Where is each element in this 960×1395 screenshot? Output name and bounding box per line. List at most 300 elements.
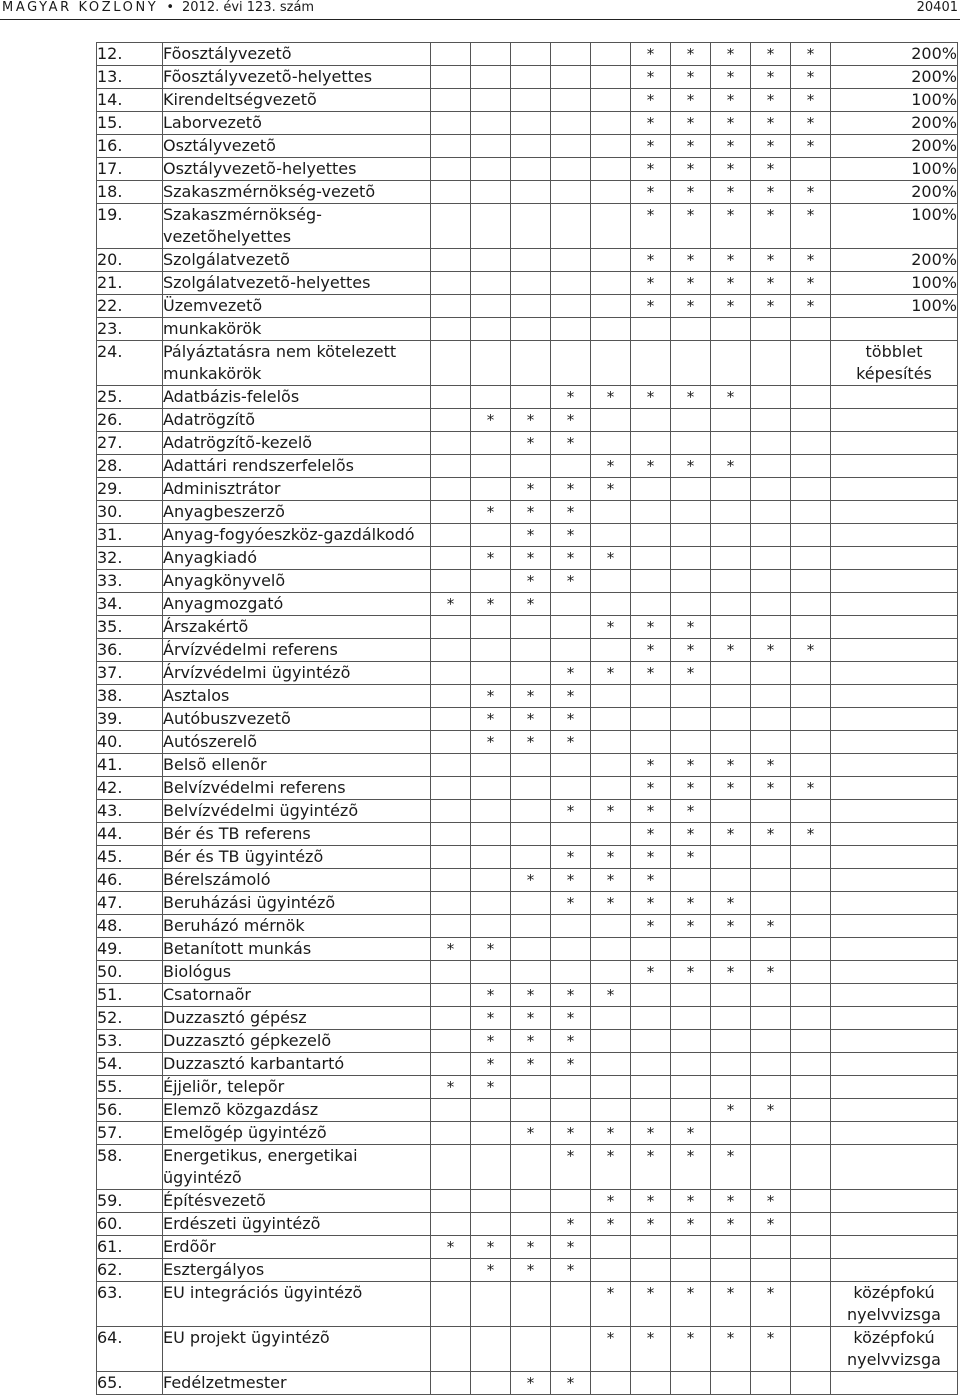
grade-mark: * <box>511 501 551 524</box>
grade-mark: * <box>591 984 631 1007</box>
requirement-cell <box>831 1007 958 1030</box>
grade-mark <box>711 1007 751 1030</box>
job-title: Fõosztályvezetõ <box>163 44 292 63</box>
grade-mark <box>471 1282 511 1327</box>
grade-mark <box>471 616 511 639</box>
grade-mark: * <box>591 386 631 409</box>
grade-mark: * <box>471 501 511 524</box>
grade-mark <box>551 1327 591 1372</box>
grade-mark <box>551 204 591 249</box>
grade-mark <box>751 1259 791 1282</box>
table-row <box>97 1076 958 1099</box>
grade-mark: * <box>671 662 711 685</box>
row-number: 27. <box>97 432 163 455</box>
job-title: Adatbázis-felelõs <box>163 387 300 406</box>
grade-mark <box>431 1122 471 1145</box>
grade-mark: * <box>751 1213 791 1236</box>
header-left <box>2 0 314 16</box>
grade-mark: * <box>591 547 631 570</box>
table-row <box>97 1372 958 1395</box>
grade-mark: * <box>511 570 551 593</box>
grade-mark: * <box>511 409 551 432</box>
grade-mark: * <box>671 135 711 158</box>
grade-mark <box>551 181 591 204</box>
grade-mark <box>791 501 831 524</box>
grade-mark: * <box>711 249 751 272</box>
grade-mark <box>751 547 791 570</box>
table-row <box>97 318 958 341</box>
grade-mark <box>431 66 471 89</box>
grade-mark <box>431 1259 471 1282</box>
grade-mark: * <box>671 89 711 112</box>
grade-mark: * <box>671 1122 711 1145</box>
grade-mark <box>631 1259 671 1282</box>
row-number: 18. <box>97 181 163 204</box>
grade-mark <box>591 593 631 616</box>
requirement-note: 200% <box>911 67 957 86</box>
grade-mark <box>471 478 511 501</box>
grade-mark <box>711 524 751 547</box>
table-row <box>97 961 958 984</box>
grade-mark <box>471 66 511 89</box>
job-title: Adatrögzítõ-kezelõ <box>163 433 313 452</box>
grade-mark <box>791 455 831 478</box>
grade-mark: * <box>671 892 711 915</box>
job-title: Bér és TB referens <box>163 824 311 843</box>
grade-mark: * <box>751 823 791 846</box>
grade-mark: * <box>551 547 591 570</box>
grade-mark: * <box>671 204 711 249</box>
grade-mark <box>511 616 551 639</box>
grade-mark <box>431 1145 471 1190</box>
grade-mark <box>711 570 751 593</box>
table-row <box>97 800 958 823</box>
grade-mark: * <box>671 777 711 800</box>
grade-mark: * <box>631 135 671 158</box>
requirement-note: 200% <box>911 113 957 132</box>
grade-mark <box>591 501 631 524</box>
row-number: 50. <box>97 961 163 984</box>
grade-mark: * <box>671 1190 711 1213</box>
grade-mark <box>431 800 471 823</box>
grade-mark: * <box>751 158 791 181</box>
grade-mark: * <box>791 639 831 662</box>
grade-mark <box>751 524 791 547</box>
grade-mark: * <box>591 846 631 869</box>
requirement-cell <box>831 1282 958 1327</box>
job-title-cell <box>163 961 431 984</box>
grade-mark <box>431 272 471 295</box>
grade-mark: * <box>591 1145 631 1190</box>
grade-mark <box>591 731 631 754</box>
grade-mark: * <box>711 823 751 846</box>
grade-mark: * <box>551 984 591 1007</box>
grade-mark <box>431 685 471 708</box>
grade-mark <box>671 984 711 1007</box>
grade-mark: * <box>791 43 831 66</box>
requirement-note: 200% <box>911 182 957 201</box>
grade-mark <box>431 181 471 204</box>
table-row <box>97 547 958 570</box>
grade-mark <box>551 43 591 66</box>
table-row <box>97 616 958 639</box>
grade-mark: * <box>711 961 751 984</box>
grade-mark: * <box>711 1282 751 1327</box>
grade-mark: * <box>631 800 671 823</box>
job-title: Építésvezetõ <box>163 1191 266 1210</box>
job-title-cell <box>163 570 431 593</box>
grade-mark: * <box>711 181 751 204</box>
row-number: 58. <box>97 1145 163 1190</box>
header-bullet: • <box>166 0 174 15</box>
grade-mark: * <box>751 272 791 295</box>
grade-mark <box>431 915 471 938</box>
grade-mark <box>511 181 551 204</box>
grade-mark <box>431 869 471 892</box>
requirement-cell <box>831 984 958 1007</box>
table-row <box>97 731 958 754</box>
job-title-cell <box>163 1053 431 1076</box>
grade-mark <box>511 135 551 158</box>
requirement-cell <box>831 892 958 915</box>
job-title: Árszakértõ <box>163 617 249 636</box>
grade-mark <box>631 570 671 593</box>
grade-mark <box>671 708 711 731</box>
grade-mark: * <box>471 938 511 961</box>
grade-mark <box>751 593 791 616</box>
grade-mark: * <box>751 181 791 204</box>
requirement-cell <box>831 570 958 593</box>
grade-mark <box>711 662 751 685</box>
job-title-cell <box>163 754 431 777</box>
grade-mark <box>591 570 631 593</box>
grade-mark: * <box>551 846 591 869</box>
row-number: 16. <box>97 135 163 158</box>
grade-mark: * <box>631 455 671 478</box>
row-number: 23. <box>97 318 163 341</box>
grade-mark: * <box>711 158 751 181</box>
table-row <box>97 181 958 204</box>
grade-mark <box>751 432 791 455</box>
grade-mark <box>791 409 831 432</box>
grade-mark <box>511 112 551 135</box>
grade-mark <box>711 318 751 341</box>
grade-mark <box>631 478 671 501</box>
grade-mark <box>431 43 471 66</box>
grade-mark <box>711 409 751 432</box>
grade-mark <box>471 1122 511 1145</box>
grade-mark <box>671 501 711 524</box>
grade-mark <box>511 43 551 66</box>
table-row <box>97 662 958 685</box>
grade-mark: * <box>591 662 631 685</box>
grade-mark <box>551 66 591 89</box>
job-title-continued: ügyintézõ <box>163 1168 242 1187</box>
grade-mark <box>591 524 631 547</box>
grade-mark: * <box>631 846 671 869</box>
grade-mark: * <box>631 386 671 409</box>
grade-mark: * <box>511 1372 551 1395</box>
job-title-cell <box>163 1372 431 1395</box>
grade-mark: * <box>631 823 671 846</box>
grade-mark <box>751 570 791 593</box>
grade-mark <box>791 685 831 708</box>
grade-mark: * <box>551 800 591 823</box>
requirement-cell <box>831 1236 958 1259</box>
grade-mark <box>631 1076 671 1099</box>
grade-mark <box>511 386 551 409</box>
grade-mark <box>471 181 511 204</box>
job-title-cell <box>163 181 431 204</box>
grade-mark <box>751 1007 791 1030</box>
grade-mark: * <box>551 1213 591 1236</box>
grade-mark: * <box>711 777 751 800</box>
grade-mark <box>791 478 831 501</box>
row-number: 25. <box>97 386 163 409</box>
row-number: 42. <box>97 777 163 800</box>
grade-mark <box>471 869 511 892</box>
grade-mark <box>671 685 711 708</box>
grade-mark: * <box>591 478 631 501</box>
grade-mark: * <box>791 181 831 204</box>
job-title-continued: vezetõhelyettes <box>163 227 292 246</box>
grade-mark <box>751 938 791 961</box>
grade-mark <box>471 823 511 846</box>
grade-mark: * <box>471 1030 511 1053</box>
table-row <box>97 1236 958 1259</box>
grade-mark <box>591 1372 631 1395</box>
grade-mark <box>511 455 551 478</box>
job-title: EU integrációs ügyintézõ <box>163 1283 363 1302</box>
grade-mark <box>671 432 711 455</box>
grade-mark: * <box>631 961 671 984</box>
job-title: Adatrögzítõ <box>163 410 255 429</box>
grade-mark <box>631 341 671 386</box>
row-number: 64. <box>97 1327 163 1372</box>
grade-mark <box>431 432 471 455</box>
grade-mark: * <box>631 1145 671 1190</box>
job-title: Csatornaõr <box>163 985 251 1004</box>
grade-mark <box>791 915 831 938</box>
requirement-cell <box>831 685 958 708</box>
job-title: Osztályvezetõ-helyettes <box>163 159 357 178</box>
requirement-cell <box>831 432 958 455</box>
grade-mark: * <box>751 204 791 249</box>
grade-mark: * <box>631 43 671 66</box>
grade-mark: * <box>631 158 671 181</box>
grade-mark: * <box>511 708 551 731</box>
grade-mark <box>431 1327 471 1372</box>
grade-mark <box>511 66 551 89</box>
grade-mark <box>511 295 551 318</box>
grade-mark <box>791 1099 831 1122</box>
job-title: Anyagkiadó <box>163 548 257 567</box>
row-number: 55. <box>97 1076 163 1099</box>
grade-mark <box>511 823 551 846</box>
grade-mark: * <box>551 1030 591 1053</box>
grade-mark: * <box>511 1122 551 1145</box>
grade-mark: * <box>631 662 671 685</box>
grade-mark <box>631 731 671 754</box>
grade-mark <box>751 616 791 639</box>
requirement-cell <box>831 181 958 204</box>
grade-mark <box>791 432 831 455</box>
grade-mark <box>751 846 791 869</box>
table-row <box>97 1213 958 1236</box>
grade-mark <box>511 1190 551 1213</box>
row-number: 51. <box>97 984 163 1007</box>
grade-mark <box>711 731 751 754</box>
grade-mark <box>711 1236 751 1259</box>
grade-mark: * <box>751 1190 791 1213</box>
requirement-cell <box>831 478 958 501</box>
grade-mark: * <box>591 1190 631 1213</box>
grade-mark <box>511 846 551 869</box>
grade-mark <box>551 639 591 662</box>
grade-mark <box>711 1030 751 1053</box>
grade-mark <box>751 662 791 685</box>
grade-mark: * <box>631 249 671 272</box>
grade-mark <box>471 135 511 158</box>
grade-mark <box>791 1259 831 1282</box>
job-title-cell <box>163 1099 431 1122</box>
requirement-cell <box>831 961 958 984</box>
requirement-cell <box>831 1076 958 1099</box>
grade-mark <box>511 318 551 341</box>
table-row <box>97 341 958 386</box>
job-title: Elemzõ közgazdász <box>163 1100 319 1119</box>
job-title-cell <box>163 1007 431 1030</box>
grade-mark: * <box>631 754 671 777</box>
grade-mark <box>591 938 631 961</box>
grade-mark: * <box>511 593 551 616</box>
grade-mark <box>791 984 831 1007</box>
job-title: Erdészeti ügyintézõ <box>163 1214 321 1233</box>
job-title-cell <box>163 708 431 731</box>
grade-mark <box>791 1030 831 1053</box>
grade-mark <box>511 754 551 777</box>
job-title-cell <box>163 892 431 915</box>
grade-mark <box>631 1372 671 1395</box>
row-number: 29. <box>97 478 163 501</box>
grade-mark <box>671 547 711 570</box>
job-title: Bér és TB ügyintézõ <box>163 847 324 866</box>
grade-mark: * <box>631 66 671 89</box>
grade-mark <box>791 318 831 341</box>
grade-mark <box>591 158 631 181</box>
requirement-cell <box>831 593 958 616</box>
grade-mark <box>591 823 631 846</box>
grade-mark <box>631 984 671 1007</box>
job-title: Autóbuszvezetõ <box>163 709 291 728</box>
grade-mark <box>791 938 831 961</box>
grade-mark: * <box>551 1053 591 1076</box>
grade-mark <box>791 547 831 570</box>
grade-mark: * <box>671 455 711 478</box>
grade-mark: * <box>671 66 711 89</box>
grade-mark <box>711 501 751 524</box>
grade-mark <box>631 685 671 708</box>
grade-mark <box>751 800 791 823</box>
grade-mark: * <box>711 455 751 478</box>
grade-mark: * <box>671 754 711 777</box>
grade-mark <box>551 249 591 272</box>
grade-mark <box>591 1259 631 1282</box>
grade-mark <box>631 938 671 961</box>
requirement-cell <box>831 43 958 66</box>
grade-mark: * <box>791 66 831 89</box>
requirement-note: középfokú <box>853 1328 935 1347</box>
requirement-cell <box>831 1190 958 1213</box>
grade-mark: * <box>631 1327 671 1372</box>
row-number: 46. <box>97 869 163 892</box>
grade-mark <box>511 1327 551 1372</box>
grade-mark <box>551 593 591 616</box>
grade-mark <box>431 961 471 984</box>
table-row <box>97 685 958 708</box>
job-title-cell <box>163 1236 431 1259</box>
grade-mark: * <box>711 754 751 777</box>
grade-mark: * <box>591 1282 631 1327</box>
grade-mark <box>791 869 831 892</box>
grade-mark <box>671 731 711 754</box>
grade-mark <box>671 1053 711 1076</box>
requirement-cell <box>831 1053 958 1076</box>
table-row <box>97 938 958 961</box>
grade-mark <box>751 341 791 386</box>
grade-mark <box>471 158 511 181</box>
grade-mark <box>711 1076 751 1099</box>
requirement-cell <box>831 318 958 341</box>
requirement-cell <box>831 1327 958 1372</box>
requirement-cell <box>831 112 958 135</box>
grade-mark: * <box>671 846 711 869</box>
job-title-cell <box>163 869 431 892</box>
grade-mark: * <box>711 272 751 295</box>
requirement-note: 100% <box>911 273 957 292</box>
grade-mark <box>591 204 631 249</box>
job-title-cell <box>163 478 431 501</box>
grade-mark: * <box>511 1236 551 1259</box>
grade-mark: * <box>671 1327 711 1372</box>
grade-mark: * <box>511 478 551 501</box>
grade-mark <box>471 43 511 66</box>
grade-mark <box>591 1076 631 1099</box>
grade-mark: * <box>671 961 711 984</box>
grade-mark <box>471 341 511 386</box>
table-row <box>97 1145 958 1190</box>
requirement-cell <box>831 1145 958 1190</box>
row-number: 49. <box>97 938 163 961</box>
grade-mark <box>511 938 551 961</box>
requirement-note: 100% <box>911 296 957 315</box>
requirement-cell <box>831 616 958 639</box>
job-title-cell <box>163 432 431 455</box>
grade-mark <box>431 455 471 478</box>
requirement-cell <box>831 295 958 318</box>
job-title-cell <box>163 915 431 938</box>
grade-mark <box>551 112 591 135</box>
grade-mark <box>431 662 471 685</box>
job-title: Osztályvezetõ <box>163 136 276 155</box>
requirement-cell <box>831 1122 958 1145</box>
page-number: 20401 <box>916 0 958 15</box>
grade-mark: * <box>471 685 511 708</box>
requirement-note-continued: nyelvvizsga <box>847 1305 941 1324</box>
grade-mark: * <box>431 938 471 961</box>
requirement-cell <box>831 66 958 89</box>
row-number: 34. <box>97 593 163 616</box>
